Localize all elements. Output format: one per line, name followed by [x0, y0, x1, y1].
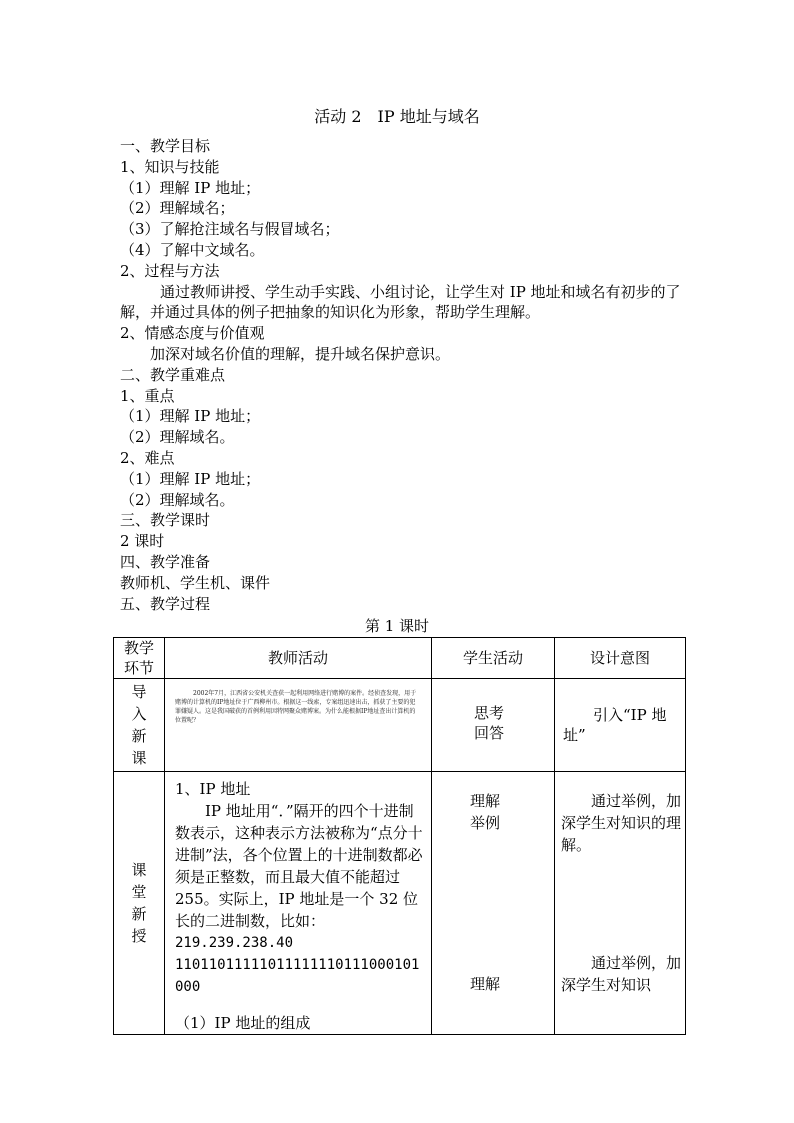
- text-line: 教师机、学生机、课件: [120, 573, 271, 592]
- header-cell: 设计意图: [555, 638, 686, 679]
- objectives-section: [120, 136, 690, 614]
- text-line: （1）理解 IP 地址；: [120, 178, 261, 197]
- stage-cell: 导入新课: [114, 679, 165, 772]
- header-cell: 教学环节: [114, 638, 165, 679]
- lesson-label: 第 1 课时: [364, 617, 430, 635]
- text-line: 1、重点: [120, 386, 175, 405]
- text-line: 五、教学过程: [120, 594, 211, 613]
- text-line: 2、难点: [120, 448, 175, 467]
- ip-decimal: 219.239.238.40: [175, 935, 294, 951]
- text-line: 一、教学目标: [120, 137, 211, 155]
- teacher-cell: [165, 772, 432, 1035]
- header-cell: 学生活动: [432, 638, 555, 679]
- student-cell: 思考 回答: [432, 679, 555, 772]
- text-line: （2）理解域名。: [120, 428, 235, 447]
- header-cell: 教师活动: [165, 638, 432, 679]
- sub-heading: （1）IP 地址的组成: [175, 1014, 311, 1032]
- design-cell: 引入“IP 地址”: [555, 679, 686, 772]
- text-line: 2、情感态度与价值观: [120, 324, 265, 343]
- news-clipping-image: 2002年7月，江西省公安机关查获一起利用网络进行赌博的案件。经侦查发现，用于赌博的计算机的IP地址位于广西柳州市。根据这一线索，专案组迅速出击，抓获了主要的犯罪嫌疑人。这是我国破获的首例利用因特网聚众赌博案。为什么能根据IP地址查出计算机的位置呢？: [175, 689, 419, 753]
- ip-binary: 11011011111011111110111000101000: [175, 957, 420, 995]
- text-line: 2 课时: [120, 532, 165, 551]
- text-line: 二、教学重难点: [120, 365, 226, 384]
- text-line: 四、教学准备: [120, 552, 211, 571]
- text-line: 1、知识与技能: [120, 157, 220, 176]
- text-line: （2）理解域名。: [120, 490, 235, 509]
- page-title: 活动 2 IP 地址与域名: [314, 107, 480, 126]
- table-header-row: [114, 638, 686, 679]
- table-row: [114, 679, 686, 772]
- paragraph: 通过教师讲授、学生动手实践、小组讨论，让学生对 IP 地址和域名有初步的了解，并通过具体的例子把抽象的知识化为形象，帮助学生理解。: [120, 282, 681, 322]
- section-heading: 1、IP 地址: [175, 780, 251, 798]
- text-line: （2）理解域名；: [120, 199, 235, 218]
- table-row: [114, 772, 686, 1035]
- paragraph: IP 地址用“．”隔开的四个十进制数表示，这种表示方法被称为“点分十进制”法，各个位置上的十进制数都必须是正整数，而且最大值不能超过 255。实际上，IP 地址是一个 32 位长的二进制数，比如：: [175, 802, 423, 930]
- student-cell: 理解 举例 理解: [432, 772, 555, 1035]
- text-line: （1）理解 IP 地址；: [120, 469, 261, 488]
- teaching-process-table: [113, 637, 686, 1035]
- text-line: 2、过程与方法: [120, 261, 220, 280]
- text-line: 三、教学课时: [120, 511, 211, 530]
- teacher-cell: [165, 679, 432, 772]
- text-line: 加深对域名价值的理解，提升域名保护意识。: [150, 344, 451, 363]
- text-line: （1）理解 IP 地址；: [120, 407, 261, 426]
- text-line: （3）了解抢注域名与假冒域名；: [120, 220, 340, 239]
- text-line: （4）了解中文域名。: [120, 240, 265, 259]
- stage-cell: 课堂新授: [114, 772, 165, 1035]
- design-cell: 通过举例，加深学生对知识的理解。 通过举例，加深学生对知识: [555, 772, 686, 1035]
